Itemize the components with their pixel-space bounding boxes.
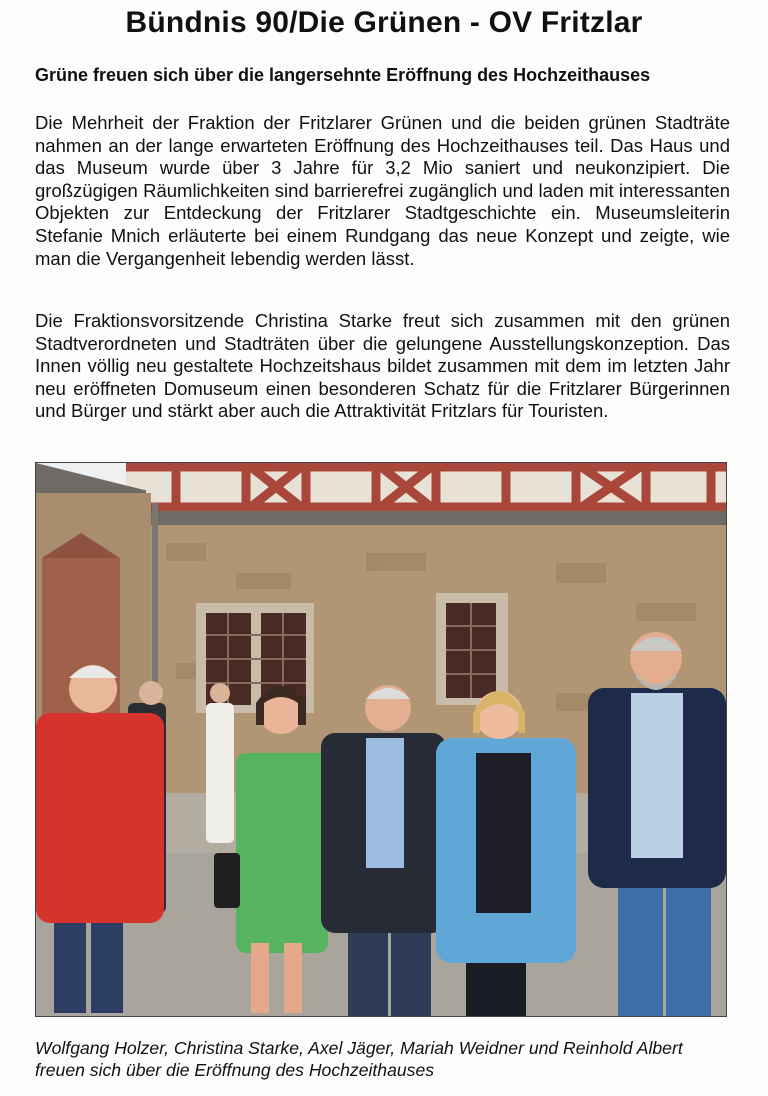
group-photo (35, 462, 727, 1017)
group-photo-illustration (36, 463, 726, 1016)
photo-caption: Wolfgang Holzer, Christina Starke, Axel Jäger, Mariah Weidner und Reinhold Albert freuen sich über die Eröffnung des Hochzeithauses (35, 1038, 683, 1081)
subheadline: Grüne freuen sich über die langersehnte Eröffnung des Hochzeithauses (35, 65, 651, 85)
headline: Bündnis 90/Die Grünen - OV Fritzlar (125, 6, 643, 39)
paragraph-2: Die Fraktionsvorsitzende Christina Starke freut sich zusammen mit den grünen Stadtverordneten und Stadträten über die gelungene Ausstellungskonzeption. Das Innen völlig neu gestaltete Hochzeitshaus bildet zusammen mit dem im letzten Jahr neu eröffneten Domuseum einen besonderen Schatz für die Fritzlarer Bürgerinnen und Bürger und stärkt aber auch die Attraktivität Fritzlars für Touristen. (35, 310, 730, 422)
paragraph-1: Die Mehrheit der Fraktion der Fritzlarer Grünen und die beiden grünen Stadträte nahmen an der lange erwarteten Eröffnung des Hochzeithauses teil. Das Haus und das Museum wurde über 3 Jahre für 3,2 Mio saniert und neukonzipiert. Die großzügigen Räumlichkeiten sind barrierefrei zugänglich und laden mit interessanten Objekten zur Entdeckung der Fritzlarer Stadtgeschichte ein. Museumsleiterin Stefanie Mnich erläuterte bei einem Rundgang das neue Konzept und zeigte, wie man die Vergangenheit lebendig werden lässt. (35, 112, 730, 269)
